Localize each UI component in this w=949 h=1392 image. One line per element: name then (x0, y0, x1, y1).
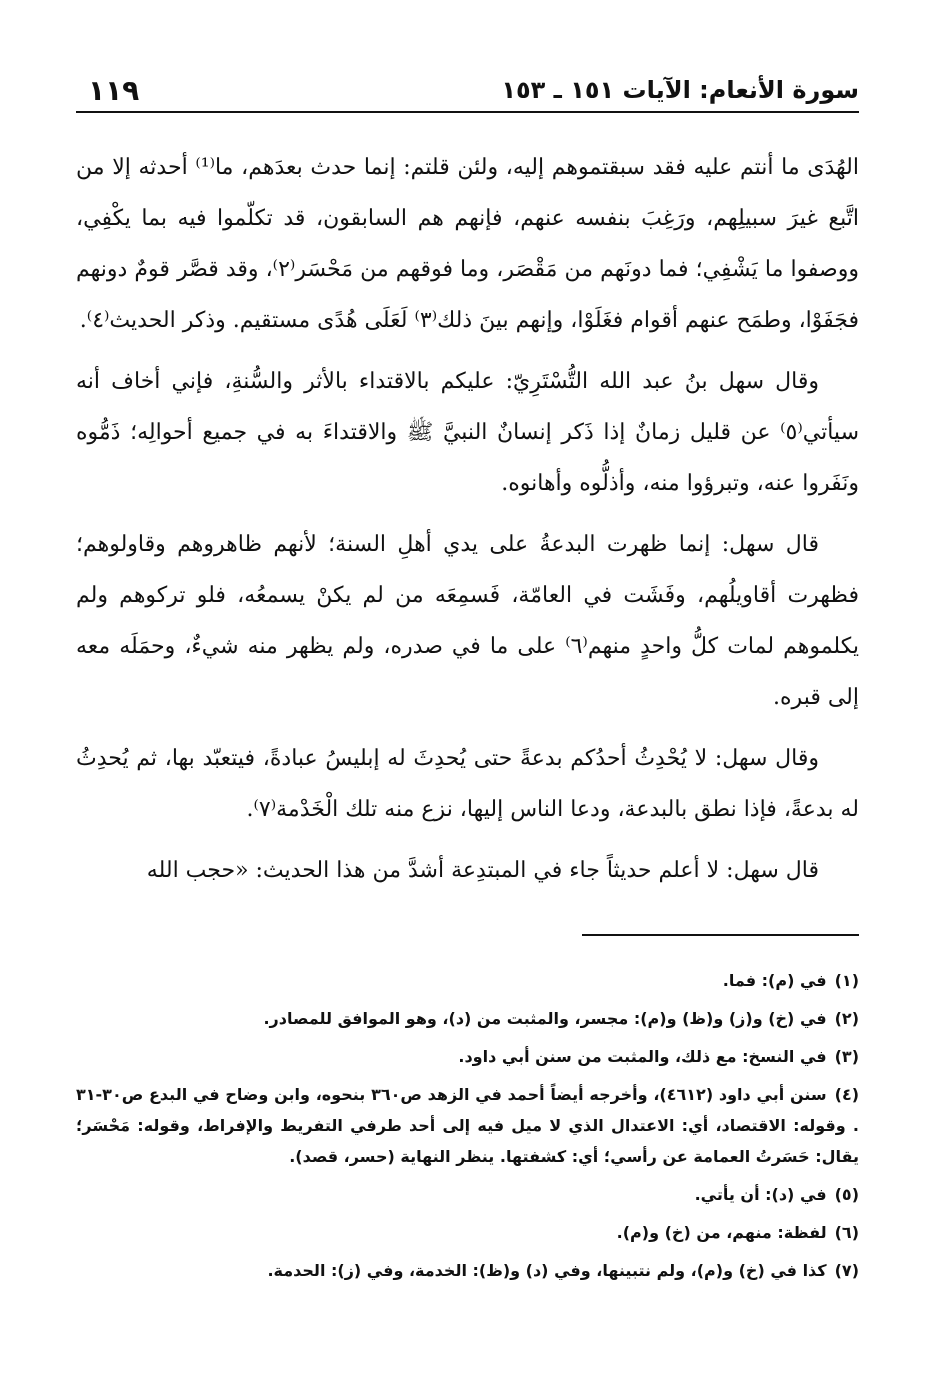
footnote (76, 1255, 859, 1286)
footnote-number: (٦) (834, 1223, 859, 1242)
footnotes (76, 965, 859, 1293)
footnote-number: (٤) (834, 1085, 860, 1104)
footnote-text: كذا في (خ) و(م)، ولم نتبينها، وفي (د) و(ظ): الخدمة، وفي (ز): الحدمة. (267, 1261, 827, 1280)
footnote (76, 1041, 859, 1072)
paragraph: وقال سهل: لا يُحْدِثُ أحدُكم بدعةً حتى يُحدِثَ له إبليسُ عبادةً، فيتعبّد بها، ثم يُحدِثُ له بدعةً، فإذا نطق بالبدعة، ودعا الناس إليها، نزع منه تلك الْخَدْمة⁽٧⁾. (76, 746, 859, 822)
running-title: سورة الأنعام: الآيات ١٥١ ـ ١٥٣ (501, 76, 859, 104)
page-number: ١١٩ (88, 74, 140, 107)
paragraph: قال سهل: إنما ظهرت البدعةُ على يدي أهلِ السنة؛ لأنهم ظاهروهم وقاولوهم؛ فظهرت أقاويلُهم، وفَشَت في العامّة، فَسمِعَه من لم يكنْ يسمعُه، فلو تركوهم ولم يكلموهم لمات كلُّ واحدٍ منهم⁽٦⁾ على ما في صدره، ولم يظهر منه شيءٌ، وحمَلَه معه إلى قبره. (76, 532, 859, 710)
footnote-text: في (خ) و(ز) و(ظ) و(م): مجسر، والمثبت من (د)، وهو الموافق للمصادر. (263, 1009, 827, 1028)
paragraph: الهُدَى ما أنتم عليه فقد سبقتموهم إليه، ولئن قلتم: إنما حدث بعدَهم، ما⁽¹⁾ أحدثه إلا من اتَّبع غيرَ سبيلِهم، ورَغِبَ بنفسه عنهم، فإنهم هم السابقون، قد تكلّموا فيه بما يكْفِي، ووصفوا ما يَشْفِي؛ فما دونَهم من مَقْصَر، وما فوقهم من مَحْسَر⁽٢⁾، وقد قصَّر قومٌ دونهم فجَفَوْا، وطمَح عنهم أقوام فغَلَوْا، وإنهم بينَ ذلك⁽٣⁾ لَعَلَى هُدًى مستقيم. وذكر الحديث⁽٤⁾. (76, 155, 859, 333)
footnote-number: (٢) (834, 1009, 859, 1028)
footnote (76, 965, 859, 996)
footnote (76, 1179, 859, 1210)
footnote (76, 1079, 859, 1172)
paragraph: قال سهل: لا أعلم حديثاً جاء في المبتدِعة أشدَّ من هذا الحديث: «حجب الله (146, 858, 819, 883)
footnote-text: في (د): أن يأتي. (694, 1185, 827, 1204)
header-rule (76, 111, 859, 113)
footnote (76, 1217, 859, 1248)
footnote-number: (٥) (834, 1185, 859, 1204)
footnote-text: لفظة: منهم، من (خ) و(م). (616, 1223, 827, 1242)
footnote-text: في (م): فما. (722, 971, 827, 990)
footnote-separator (582, 934, 859, 936)
footnote-text: سنن أبي داود (٤٦١٢)، وأخرجه أيضاً أحمد في الزهد ص٣٦٠ بنحوه، وابن وضاح في البدع ص٣٠-٣١ . وقوله: الاقتصاد، أي: الاعتدال الذي لا ميل فيه إلى أحد طرفي التفريط والإفراط، وقوله: مَحْسَر؛ يقال: حَسَرتُ العمامة عن رأسي؛ أي: كشفتها. ينظر النهاية (حسر، قصد). (76, 1085, 859, 1166)
footnote-text: في النسخ: مع ذلك، والمثبت من سنن أبي داود. (458, 1047, 827, 1066)
page-header (76, 72, 859, 112)
footnote-number: (٧) (834, 1261, 859, 1280)
footnote (76, 1003, 859, 1034)
footnote-number: (٣) (834, 1047, 859, 1066)
footnote-number: (١) (834, 971, 859, 990)
main-text (76, 142, 859, 906)
paragraph: وقال سهل بنُ عبد الله التُّسْتَرِيّ: عليكم بالاقتداء بالأثر والسُّنةِ، فإني أخاف أنه سيأتي⁽٥⁾ عن قليل زمانٌ إذا ذَكر إنسانٌ النبيَّ ﷺ والاقتداءَ به في جميع أحوالِه؛ ذَمُّوه ونَفَروا عنه، وتبرؤوا منه، وأذلُّوه وأهانوه. (76, 369, 859, 496)
